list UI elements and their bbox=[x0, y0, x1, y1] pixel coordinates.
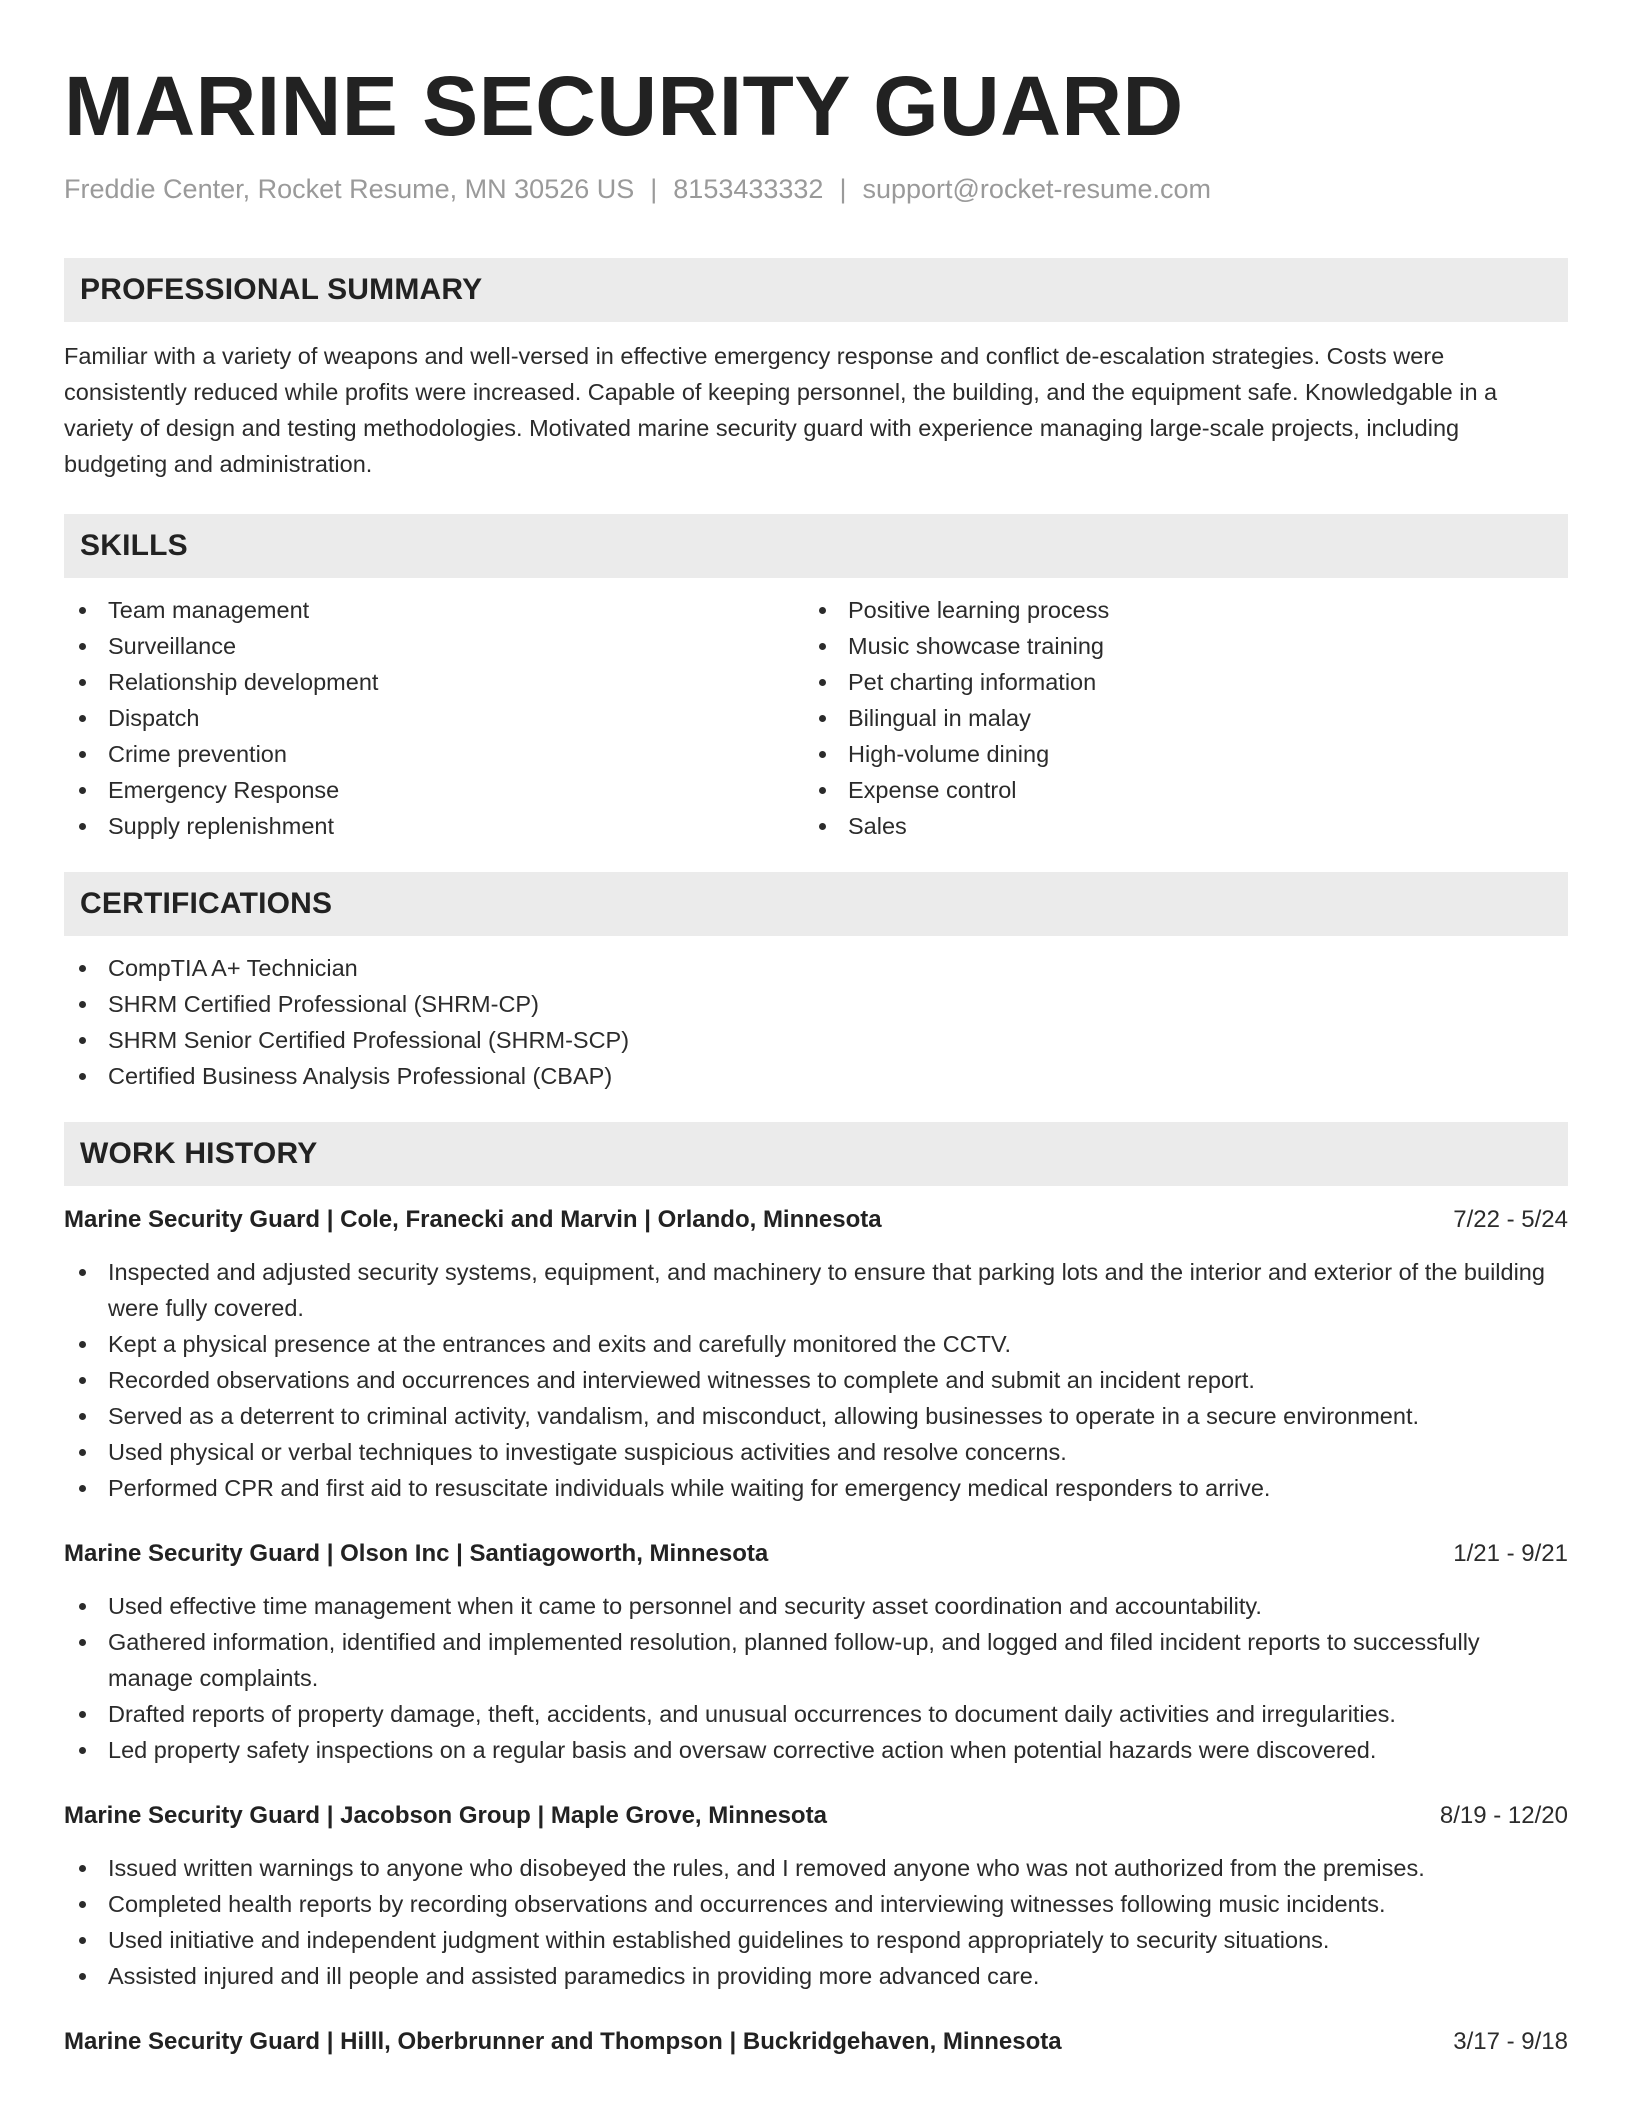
job-title: Marine Security Guard | Hilll, Oberbrunner and Thompson | Buckridgehaven, Minnesota bbox=[64, 2028, 1062, 2055]
skill-item: Supply replenishment bbox=[64, 808, 804, 844]
section-header-summary bbox=[64, 258, 1568, 322]
job-dates: 1/21 - 9/21 bbox=[1453, 1540, 1568, 1567]
skill-item: Bilingual in malay bbox=[804, 700, 1544, 736]
job-bullet: Used physical or verbal techniques to investigate suspicious activities and resolve concerns. bbox=[64, 1434, 1568, 1470]
job-dates: 8/19 - 12/20 bbox=[1439, 1802, 1568, 1829]
job-header bbox=[64, 1798, 1568, 1834]
summary-text: Familiar with a variety of weapons and well-versed in effective emergency response and conflict de-escalation strategies. Costs were consistently reduced while profits were increased. Capable of keeping personnel, the building, and the equipment safe. Knowledgable in a variety of design and testing methodologies. Motivated marine security guard with experience managing large-scale projects, including budgeting and administration. bbox=[64, 343, 1498, 477]
certification-item: Certified Business Analysis Professional (CBAP) bbox=[64, 1058, 1568, 1094]
skill-item: Relationship development bbox=[64, 664, 804, 700]
skill-item: Team management bbox=[64, 592, 804, 628]
job-bullet: Issued written warnings to anyone who disobeyed the rules, and I removed anyone who was not authorized from the premises. bbox=[64, 1850, 1568, 1886]
skill-item: High-volume dining bbox=[804, 736, 1544, 772]
job-header bbox=[64, 1202, 1568, 1238]
contact-phone: 8153433332 bbox=[673, 174, 824, 204]
job-header bbox=[64, 1536, 1568, 1572]
skill-item: Dispatch bbox=[64, 700, 804, 736]
job-bullet: Completed health reports by recording observations and occurrences and interviewing witnesses following music incidents. bbox=[64, 1886, 1568, 1922]
skill-item: Positive learning process bbox=[804, 592, 1544, 628]
skill-item: Pet charting information bbox=[804, 664, 1544, 700]
job-title: Marine Security Guard | Jacobson Group | Maple Grove, Minnesota bbox=[64, 1802, 827, 1829]
job-bullet: Used effective time management when it came to personnel and security asset coordination and accountability. bbox=[64, 1588, 1568, 1624]
job-entry bbox=[64, 1536, 1568, 1768]
job-bullet: Inspected and adjusted security systems, equipment, and machinery to ensure that parking lots and the interior and exterior of the building were fully covered. bbox=[64, 1254, 1568, 1326]
skill-item: Emergency Response bbox=[64, 772, 804, 808]
job-bullet: Assisted injured and ill people and assisted paramedics in providing more advanced care. bbox=[64, 1958, 1568, 1994]
section-header-skills bbox=[64, 514, 1568, 578]
certifications-list bbox=[64, 950, 1568, 1094]
skills-list-left bbox=[64, 592, 804, 844]
job-entry bbox=[64, 1798, 1568, 1994]
skill-item: Music showcase training bbox=[804, 628, 1544, 664]
section-header-certifications bbox=[64, 872, 1568, 936]
job-entry bbox=[64, 1202, 1568, 1506]
candidate-name: MARINE SECURITY GUARD bbox=[64, 59, 1184, 153]
contact-separator: | bbox=[839, 174, 847, 204]
job-bullet: Used initiative and independent judgment within established guidelines to respond appropriately to security situations. bbox=[64, 1922, 1568, 1958]
job-bullet: Served as a deterrent to criminal activity, vandalism, and misconduct, allowing businesses to operate in a secure environment. bbox=[64, 1398, 1568, 1434]
resume-page bbox=[64, 0, 1568, 2060]
job-bullet: Gathered information, identified and implemented resolution, planned follow-up, and logged and filed incident reports to successfully manage complaints. bbox=[64, 1624, 1568, 1696]
job-bullet-list bbox=[64, 1254, 1568, 1506]
job-bullet: Drafted reports of property damage, theft, accidents, and unusual occurrences to document daily activities and irregularities. bbox=[64, 1696, 1568, 1732]
certification-item: SHRM Certified Professional (SHRM-CP) bbox=[64, 986, 1568, 1022]
section-title-skills: SKILLS bbox=[80, 529, 188, 562]
contact-separator: | bbox=[650, 174, 658, 204]
skill-item: Expense control bbox=[804, 772, 1544, 808]
section-header-work-history bbox=[64, 1122, 1568, 1186]
certification-item: CompTIA A+ Technician bbox=[64, 950, 1568, 986]
skills-list-right bbox=[804, 592, 1544, 844]
job-header bbox=[64, 2024, 1568, 2060]
section-title-work-history: WORK HISTORY bbox=[80, 1137, 318, 1170]
job-bullet: Recorded observations and occurrences and interviewed witnesses to complete and submit an incident report. bbox=[64, 1362, 1568, 1398]
job-bullet-list bbox=[64, 1588, 1568, 1768]
skill-item: Crime prevention bbox=[64, 736, 804, 772]
job-bullet: Performed CPR and first aid to resuscitate individuals while waiting for emergency medical responders to arrive. bbox=[64, 1470, 1568, 1506]
job-title: Marine Security Guard | Cole, Franecki and Marvin | Orlando, Minnesota bbox=[64, 1206, 882, 1233]
section-title-summary: PROFESSIONAL SUMMARY bbox=[80, 273, 483, 306]
job-bullet: Led property safety inspections on a regular basis and oversaw corrective action when potential hazards were discovered. bbox=[64, 1732, 1568, 1768]
job-dates: 3/17 - 9/18 bbox=[1453, 2028, 1568, 2055]
job-dates: 7/22 - 5/24 bbox=[1453, 1206, 1568, 1233]
contact-email: support@rocket-resume.com bbox=[862, 174, 1211, 204]
contact-line bbox=[64, 172, 1568, 206]
certification-item: SHRM Senior Certified Professional (SHRM-SCP) bbox=[64, 1022, 1568, 1058]
job-bullet: Kept a physical presence at the entrances and exits and carefully monitored the CCTV. bbox=[64, 1326, 1568, 1362]
section-title-certifications: CERTIFICATIONS bbox=[80, 887, 333, 920]
skill-item: Surveillance bbox=[64, 628, 804, 664]
contact-address: Freddie Center, Rocket Resume, MN 30526 US bbox=[64, 174, 635, 204]
skill-item: Sales bbox=[804, 808, 1544, 844]
job-bullet-list bbox=[64, 1850, 1568, 1994]
job-entry bbox=[64, 2024, 1568, 2060]
job-title: Marine Security Guard | Olson Inc | Santiagoworth, Minnesota bbox=[64, 1540, 769, 1567]
skills-grid bbox=[64, 592, 1568, 844]
